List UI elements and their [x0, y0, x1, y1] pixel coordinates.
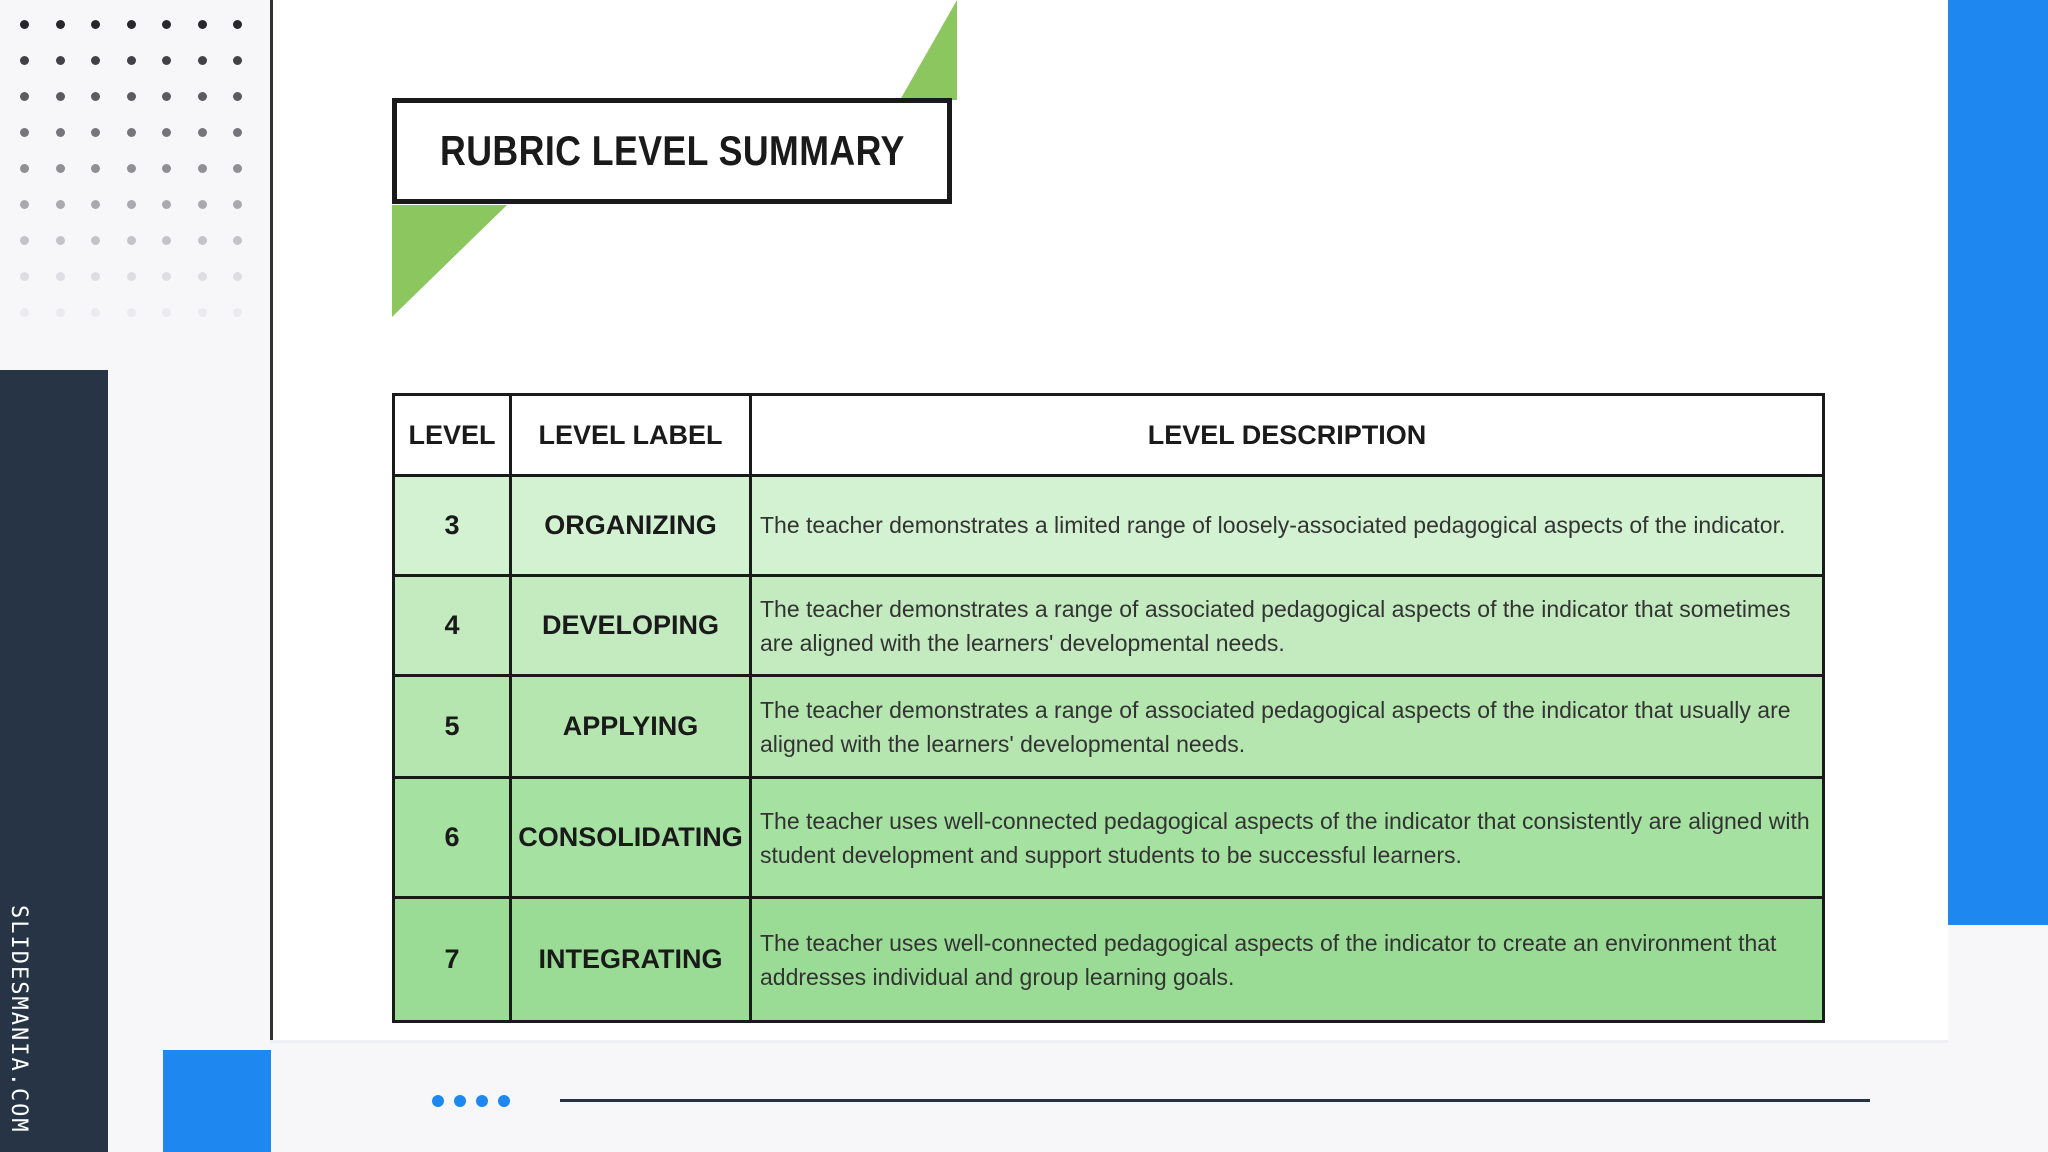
level-number: 5: [394, 676, 511, 778]
decorative-dot: [162, 164, 171, 173]
decorative-dot: [20, 92, 29, 101]
pager-dot: [498, 1095, 510, 1107]
decorative-dot: [20, 56, 29, 65]
title-banner: [392, 98, 952, 204]
level-description: The teacher demonstrates a range of associated pedagogical aspects of the indicator that sometimes are aligned with the learners' developmental needs.: [751, 575, 1824, 676]
level-description: The teacher demonstrates a range of associated pedagogical aspects of the indicator that usually are aligned with the learners' developmental needs.: [751, 676, 1824, 778]
table-row: [394, 898, 1824, 1022]
decorative-dot: [127, 20, 136, 29]
level-label: INTEGRATING: [511, 898, 751, 1022]
decorative-dot: [162, 236, 171, 245]
decorative-dot: [127, 128, 136, 137]
decorative-dot: [198, 272, 207, 281]
decorative-dot: [20, 236, 29, 245]
table-row: [394, 575, 1824, 676]
decorative-dot: [91, 164, 100, 173]
decorative-dot: [198, 164, 207, 173]
level-label: DEVELOPING: [511, 575, 751, 676]
decorative-dot: [233, 236, 242, 245]
pager-dot: [432, 1095, 444, 1107]
table-row: [394, 676, 1824, 778]
decorative-dot: [20, 128, 29, 137]
table-row: [394, 476, 1824, 576]
decorative-dot: [162, 128, 171, 137]
level-number: 6: [394, 778, 511, 898]
table-header-row: [394, 395, 1824, 476]
decorative-dot: [233, 92, 242, 101]
page-title: RUBRIC LEVEL SUMMARY: [439, 127, 905, 174]
decorative-dot: [198, 56, 207, 65]
decorative-dot: [198, 200, 207, 209]
decorative-dot: [91, 20, 100, 29]
footer-divider: [270, 1040, 1948, 1043]
header-level: LEVEL: [394, 395, 511, 476]
decorative-dot: [162, 92, 171, 101]
decorative-dot: [20, 20, 29, 29]
footer-line: [560, 1099, 1870, 1102]
slide-pager-dots: [432, 1095, 510, 1107]
decorative-dot: [91, 308, 100, 317]
decorative-dot: [56, 308, 65, 317]
level-description: The teacher uses well-connected pedagogical aspects of the indicator that consistently are aligned with student development and support students to be successful learners.: [751, 778, 1824, 898]
header-level-label: LEVEL LABEL: [511, 395, 751, 476]
decorative-dot: [91, 200, 100, 209]
brand-watermark: SLIDESMANIA.COM: [6, 905, 31, 1134]
level-description: The teacher demonstrates a limited range of loosely-associated pedagogical aspects of the indicator.: [751, 476, 1824, 576]
decorative-dot: [233, 164, 242, 173]
pager-dot: [476, 1095, 488, 1107]
decorative-dot: [56, 272, 65, 281]
decorative-dot: [162, 308, 171, 317]
decorative-dot: [233, 272, 242, 281]
decorative-dot: [127, 92, 136, 101]
decorative-dot: [91, 128, 100, 137]
decorative-dot: [162, 56, 171, 65]
decorative-dot: [91, 56, 100, 65]
rubric-table: [392, 393, 1825, 1023]
table-row: [394, 778, 1824, 898]
decorative-dot: [233, 56, 242, 65]
decorative-dot: [233, 128, 242, 137]
decorative-dot: [56, 128, 65, 137]
decorative-dot: [20, 164, 29, 173]
decorative-dot: [198, 128, 207, 137]
decorative-dot: [127, 236, 136, 245]
decorative-dot: [162, 200, 171, 209]
level-number: 3: [394, 476, 511, 576]
decorative-dot: [20, 272, 29, 281]
decorative-dot: [198, 308, 207, 317]
decorative-dot: [127, 272, 136, 281]
decorative-dot: [56, 56, 65, 65]
decorative-dot: [198, 236, 207, 245]
level-label: APPLYING: [511, 676, 751, 778]
accent-block-right: [1948, 0, 2048, 925]
decorative-dot: [233, 200, 242, 209]
decorative-dot: [127, 308, 136, 317]
decorative-dot: [20, 200, 29, 209]
sidebar-dark-bar: [0, 370, 108, 1152]
accent-block-bottom: [163, 1050, 271, 1152]
decorative-dot: [20, 308, 29, 317]
decorative-dot: [91, 236, 100, 245]
pager-dot: [454, 1095, 466, 1107]
decorative-dot: [91, 92, 100, 101]
header-level-description: LEVEL DESCRIPTION: [751, 395, 1824, 476]
panel-divider: [270, 0, 273, 1040]
level-label: ORGANIZING: [511, 476, 751, 576]
decorative-dot: [56, 164, 65, 173]
level-description: The teacher uses well-connected pedagogical aspects of the indicator to create an environment that addresses individual and group learning goals.: [751, 898, 1824, 1022]
decorative-dot: [56, 200, 65, 209]
level-number: 7: [394, 898, 511, 1022]
decorative-dot: [56, 20, 65, 29]
decorative-dot: [233, 20, 242, 29]
decorative-dot: [127, 164, 136, 173]
decorative-dot-grid: [20, 20, 260, 330]
decorative-dot: [162, 20, 171, 29]
decorative-dot: [162, 272, 171, 281]
decorative-dot: [127, 56, 136, 65]
decorative-dot: [56, 92, 65, 101]
decorative-dot: [127, 200, 136, 209]
decorative-dot: [56, 236, 65, 245]
decorative-dot: [233, 308, 242, 317]
level-number: 4: [394, 575, 511, 676]
decorative-dot: [198, 20, 207, 29]
decorative-dot: [91, 272, 100, 281]
decorative-dot: [198, 92, 207, 101]
level-label: CONSOLIDATING: [511, 778, 751, 898]
